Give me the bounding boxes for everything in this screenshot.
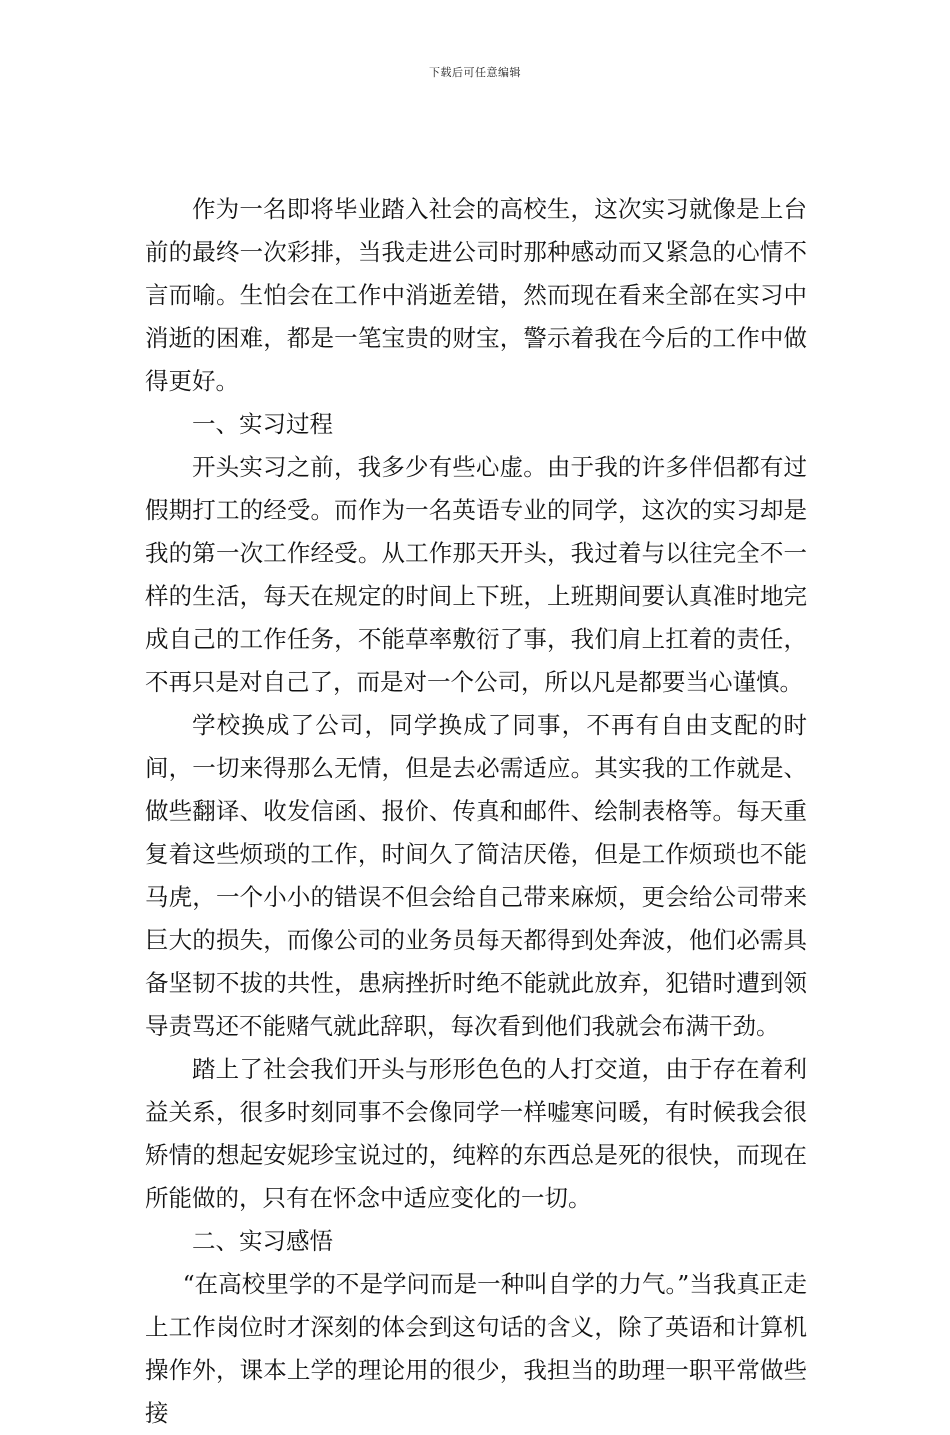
paragraph-starting-internship: 开头实习之前，我多少有些心虚。由于我的许多伴侣都有过假期打工的经受。而作为一名英语专业的同学，这次的实习却是我的第一次工作经受。从工作那天开头，我过着与以往完全不一样的生活，每天在规定的时间上下班，上班期间要认真准时地完成自己的工作任务，不能草率敷衍了事，我们肩上扛着的责任，不再只是对自己了，而是对一个公司，所以凡是都要当心谨慎。 [145,453,807,696]
page-header: 下载后可任意编辑 [429,66,521,79]
section-heading-internship-reflections: 二、实习感悟 [192,1227,333,1255]
paragraph-school-to-company: 学校换成了公司，同学换成了同事，不再有自由支配的时间，一切来得那么无情，但是去必需适应。其实我的工作就是、做些翻译、收发信函、报价、传真和邮件、绘制表格等。每天重复着这些烦琐的工作，时间久了简洁厌倦，但是工作烦琐也不能马虎，一个小小的错误不但会给自己带来麻烦，更会给公司带来巨大的损失，而像公司的业务员每天都得到处奔波，他们必需具备坚韧不拔的共性，患病挫折时绝不能就此放弃，犯错时遭到领导责骂还不能赌气就此辞职，每次看到他们我就会布满干劲。 [145,711,807,1040]
paragraph-university-quote: “在高校里学的不是学问而是一种叫自学的力气。”当我真正走上工作岗位时才深刻的体会到这句话的含义，除了英语和计算机操作外，课本上学的理论用的很少，我担当的助理一职平常做些接 [145,1270,807,1427]
paragraph-entering-society: 踏上了社会我们开头与形形色色的人打交道，由于存在着利益关系，很多时刻同事不会像同学一样嘘寒问暖，有时候我会很矫情的想起安妮珍宝说过的，纯粹的东西总是死的很快，而现在所能做的，只有在怀念中适应变化的一切。 [145,1055,807,1212]
paragraph-intro: 作为一名即将毕业踏入社会的高校生，这次实习就像是上台前的最终一次彩排，当我走进公司时那种感动而又紧急的心情不言而喻。生怕会在工作中消逝差错，然而现在看来全部在实习中消逝的困难，都是一笔宝贵的财宝，警示着我在今后的工作中做得更好。 [145,195,807,395]
document-body [145,188,807,1435]
section-heading-internship-process: 一、实习过程 [192,410,333,438]
